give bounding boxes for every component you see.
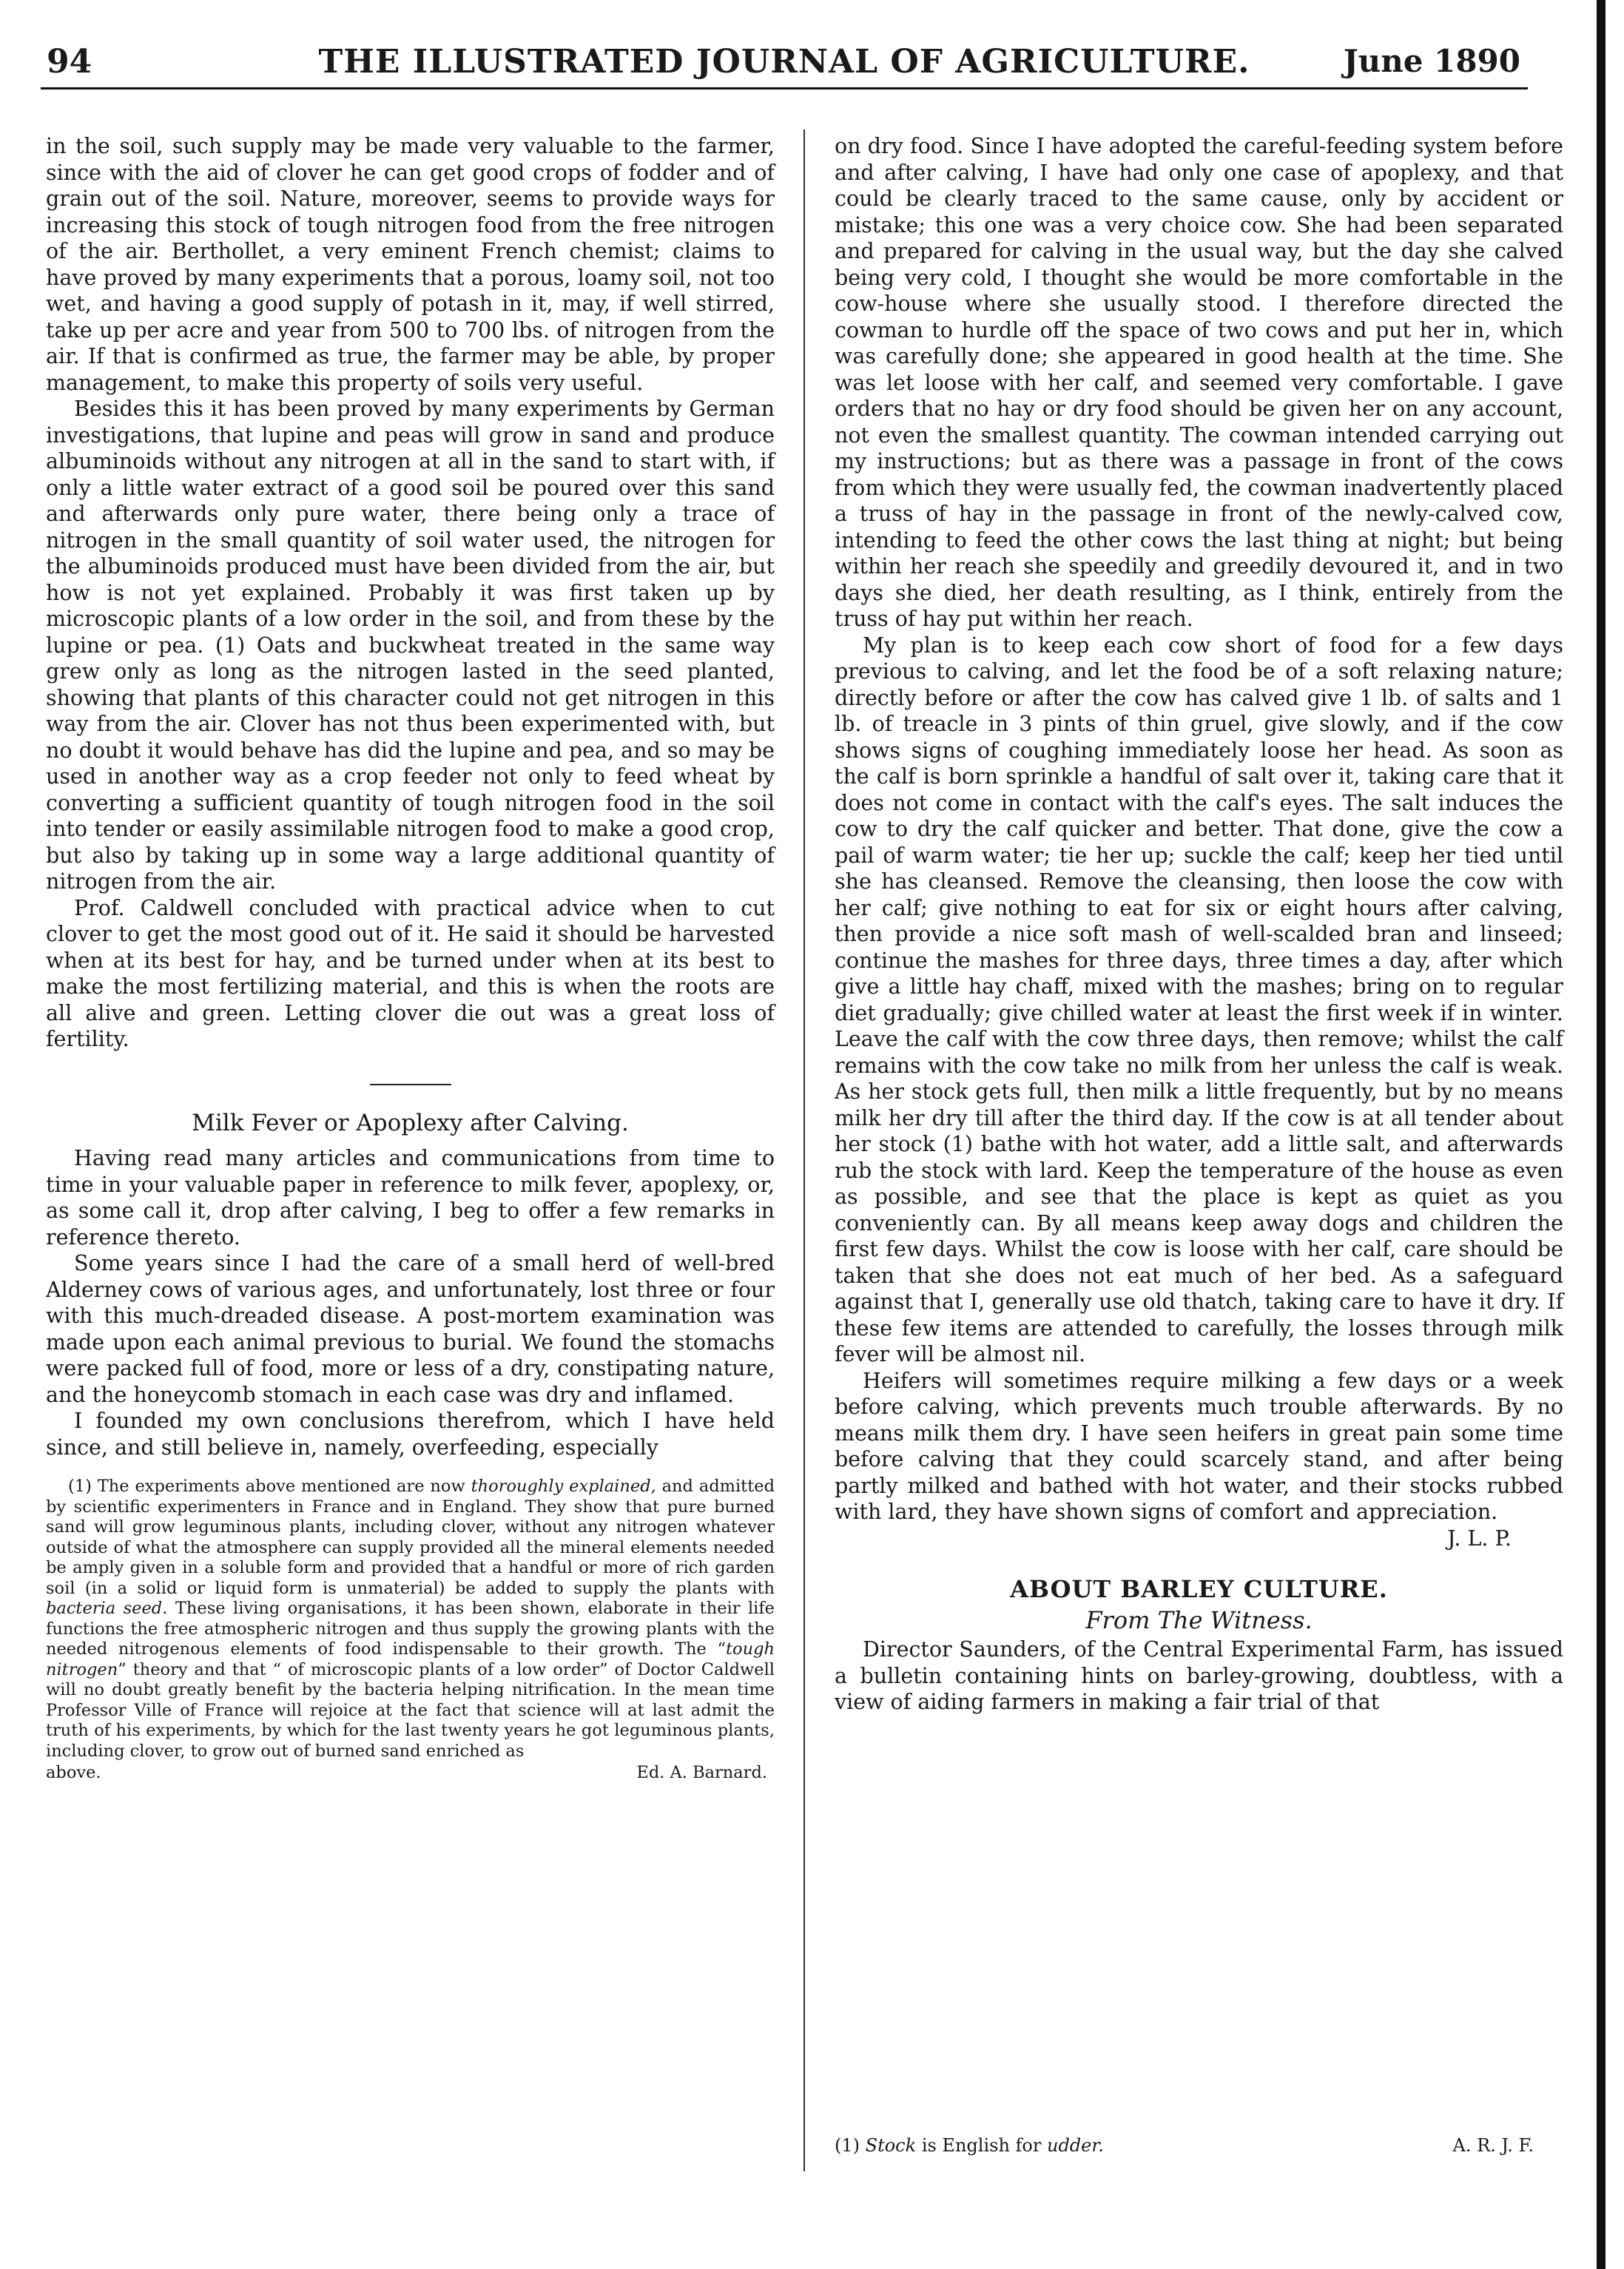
- left-column: [46, 133, 775, 1784]
- footnote-end: above.: [46, 1763, 101, 1782]
- paragraph: My plan is to keep each cow short of food for a few days previous to calving, and let the food be of a soft relaxing nature; directly before or after the cow has calved give 1 lb. of salts and 1 lb. of treacle in 3 pints of thin gruel, give slowly, and if the cow shows signs of coughing immediately loose her head. As soon as the calf is born sprinkle a handful of salt over it, taking care that it does not come in contact with the calf's eyes. The salt induces the cow to dry the calf quicker and better. That done, give the cow a pail of warm water; tie her up; suckle the calf; keep her tied until she has cleansed. Remove the cleansing, then loose the cow with her calf; give nothing to eat for six or eight hours after calving, then provide a nice soft mash of well-scalded bran and linseed; continue the mashes for three days, three times a day, after which give a little hay chaff, mixed with the mashes; bring on to regular diet gradually; give chilled water at least the first week if in winter. Leave the calf with the cow three days, then remove; whilst the calf remains with the cow take no milk from her unless the calf is weak. As her stock gets full, then milk a little frequently, but by no means milk her dry till after the third day. If the cow is at all tender about her stock (1) bathe with hot water, add a little salt, and afterwards rub the stock with lard. Keep the temperature of the house as even as possible, and see that the place is kept as quiet as you conveniently can. By all means keep away dogs and children the first few days. Whilst the cow is loose with her calf, care should be taken that she does not eat much of her bed. As a safeguard against that I, generally use old thatch, taking care to have it dry. If these few items are attended to carefully, the losses through milk fever will be almost nil.: [835, 633, 1563, 1366]
- paragraph: Besides this it has been proved by many experiments by German investigations, that lupine and peas will grow in sand and produce albuminoids without any nitrogen at all in the sand to start with, if only a little water extract of a good soil be poured over this sand and afterwards only pure water, there being only a trace of nitrogen in the small quantity of soil water used, the nitrogen for the albuminoids produced must have been divided from the air, but how is not yet explained. Probably it was first taken up by microscopic plants of a low order in the soil, and from these by the lupine or pea. (1) Oats and buckwheat treated in the same way grew only as long as the nitrogen lasted in the seed planted, showing that plants of this character could not get nitrogen in this way from the air. Clover has not thus been experimented with, but no doubt it would behave has did the lupine and pea, and so may be used in another way as a crop feeder not only to feed wheat by converting a sufficient quantity of tough nitrogen food in the soil into tender or easily assimilable nitrogen food to make a good crop, but also by taking up in some way a large additional quantity of nitrogen from the air.: [46, 397, 775, 894]
- paragraph: Having read many articles and communications from time to time in your valuable paper in reference to milk fever, apoplexy, or, as some call it, drop after calving, I beg to offer a few remarks in reference thereto.: [46, 1146, 775, 1250]
- footnote-signature: Ed. A. Barnard.: [636, 1763, 767, 1782]
- page-number: 94: [47, 43, 92, 81]
- paragraph: on dry food. Since I have adopted the careful-feeding system before and after calving, I have had only one case of apoplexy, and that could be clearly traced to the same cause, only by accident or mistake; this one was a very choice cow. She had been separated and prepared for calving in the usual way, but the day she calved being very cold, I thought she would be more comfortable in the cow-house where she usually stood. I therefore directed the cowman to hurdle off the space of two cows and put her in, which was carefully done; she appeared in good health at the time. She was let loose with her calf, and seemed very comfortable. I gave orders that no hay or dry food should be given her on any account, not even the smallest quantity. The cowman intended carrying out my instructions; but as there was a passage in front of the cows from which they were usually fed, the cowman inadvertently placed a truss of hay in the passage in front of the newly-calved cow, intending to feed the other cows the last thing at night; but being within her reach she speedily and greedily devoured it, and in two days she died, her death resulting, as I think, entirely from the truss of hay put within her reach.: [835, 134, 1563, 631]
- paragraph: Director Saunders, of the Central Experimental Farm, has issued a bulletin containing hints on barley-growing, doubtless, with a view of aiding farmers in making a fair trial of that: [835, 1637, 1563, 1714]
- right-footnote: [835, 2135, 1563, 2156]
- footnote-text: (1) The experiments above mentioned are now: [68, 1477, 465, 1496]
- footnote-term: Stock: [865, 2135, 917, 2156]
- issue-date: June 1890: [1343, 43, 1520, 79]
- section-heading-barley: ABOUT BARLEY CULTURE.: [1010, 1575, 1388, 1603]
- footnote-definition: udder.: [1046, 2135, 1104, 2156]
- footnote-emphasis: tough nitrogen: [46, 1639, 775, 1679]
- paragraph: I founded my own conclusions therefrom, which I have held since, and still believe in, namely, overfeeding, especially: [46, 1409, 775, 1460]
- section-subheading-source: From The Witness.: [1085, 1605, 1313, 1634]
- page-edge-border: [1597, 0, 1606, 2269]
- footnote-text: and admitted by scientific experimenters in France and in England. They show that pure burned sand will grow leguminous plants, including clover, without any nitrogen whatever outside of what the atmosphere can supply provided all the mineral elements needed be amply given in a soluble form and provided that a handful or more of rich garden soil (in a solid or liquid form is unmaterial) be added to supply the plants with: [46, 1477, 775, 1598]
- page-header: [41, 43, 1528, 90]
- footnote-marker: (1): [835, 2135, 860, 2156]
- footnote: [46, 1477, 775, 1784]
- author-signature: J. L. P.: [1447, 1525, 1512, 1551]
- column-divider: [803, 129, 805, 2171]
- footnote-text: ” theory and that “ of microscopic plants of a low order” of Doctor Caldwell will no doubt greatly benefit by the bacteria helping nitrification. In the mean time Professor Ville of France will rejoice at the fact that science will at last admit the truth of his experiments, by which for the last twenty years he got leguminous plants, including clover, to grow out of burned sand enriched as: [46, 1659, 775, 1761]
- footnote-signature: A. R. J. F.: [1452, 2135, 1534, 2156]
- paragraph: Prof. Caldwell concluded with practical advice when to cut clover to get the most good out of it. He said it should be harvested when at its best for hay, and be turned under when at its best to make the most fertilizing material, and this is when the roots are all alive and green. Letting clover die out was a great loss of fertility.: [46, 895, 775, 1051]
- paragraph: Some years since I had the care of a small herd of well-bred Alderney cows of various ages, and unfortunately, lost three or four with this much-dreaded disease. A post-mortem examination was made upon each animal previous to burial. We found the stomachs were packed full of food, more or less of a dry, constipating nature, and the honeycomb stomach in each case was dry and inflamed.: [46, 1251, 775, 1407]
- section-separator: [370, 1084, 451, 1085]
- footnote-emphasis: bacteria seed.: [46, 1599, 168, 1618]
- journal-title: THE ILLUSTRATED JOURNAL OF AGRICULTURE.: [318, 43, 1250, 81]
- footnote-text: is English for: [921, 2135, 1042, 2156]
- footnote-emphasis: thoroughly explained,: [471, 1477, 656, 1496]
- paragraph: in the soil, such supply may be made very valuable to the farmer, since with the aid of clover he can get good crops of fodder and of grain out of the soil. Nature, moreover, seems to provide ways for increasing this stock of tough nitrogen food from the free nitrogen of the air. Berthollet, a very eminent French chemist; claims to have proved by many experiments that a porous, loamy soil, not too wet, and having a good supply of potash in it, may, if well stirred, take up per acre and year from 500 to 700 lbs. of nitrogen from the air. If that is confirmed as true, the farmer may be able, by proper management, to make this property of soils very useful.: [46, 134, 775, 395]
- footnote-text: These living organisations, it has been shown, elaborate in their life functions the free atmospheric nitrogen and thus supply the growing plants with the needed nitrogenous elements of food indispensable to their growth. The “: [46, 1599, 775, 1659]
- paragraph: Heifers will sometimes require milking a few days or a week before calving, which prevents much trouble afterwards. By no means milk them dry. I have seen heifers in great pain some time before calving that they could scarcely stand, and after being partly milked and bathed with hot water, and their stocks rubbed with lard, they have shown signs of comfort and appreciation.: [835, 1368, 1563, 1524]
- section-heading-milk-fever: Milk Fever or Apoplexy after Calving.: [192, 1109, 629, 1136]
- right-column: [835, 133, 1563, 1716]
